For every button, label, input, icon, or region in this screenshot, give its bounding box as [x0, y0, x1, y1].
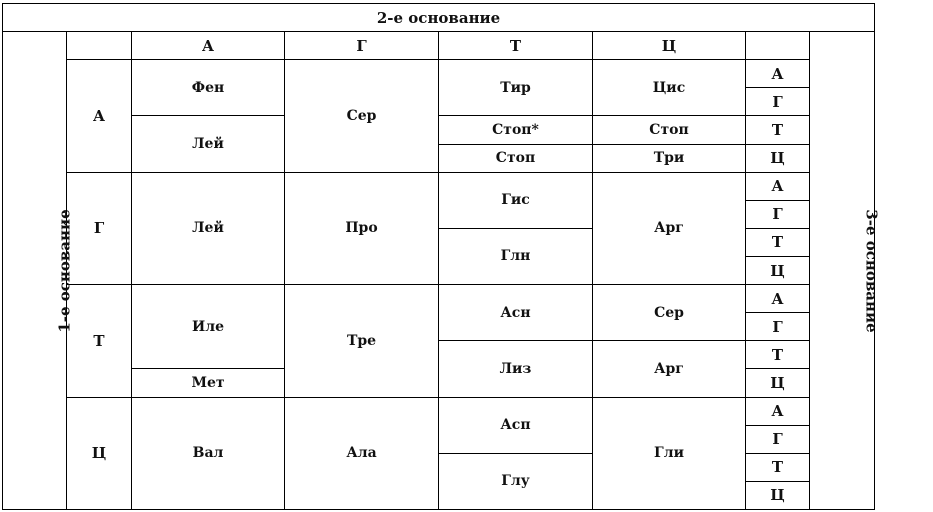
third-base-label — [810, 32, 881, 510]
amino-acid-cell: Про — [285, 172, 439, 284]
first-base-cell: Ц — [67, 397, 132, 509]
third-base-header-empty — [746, 32, 810, 60]
table-title: 2-е основание — [3, 4, 875, 32]
codon-table — [2, 3, 881, 510]
corner-cell — [67, 32, 132, 60]
third-base-cell: Г — [746, 200, 810, 228]
amino-acid-cell: Лей — [132, 116, 285, 172]
third-base-cell: Т — [746, 453, 810, 481]
amino-acid-cell: Арг — [593, 341, 746, 397]
amino-acid-cell: Асн — [439, 285, 593, 341]
amino-acid-cell: Глн — [439, 228, 593, 284]
third-base-cell: Т — [746, 341, 810, 369]
amino-acid-cell: Ала — [285, 397, 439, 509]
amino-acid-cell: Лиз — [439, 341, 593, 397]
third-base-cell: Г — [746, 313, 810, 341]
amino-acid-cell: Стоп — [439, 144, 593, 172]
third-base-cell: Ц — [746, 481, 810, 509]
third-base-cell: А — [746, 60, 810, 88]
amino-acid-cell: Лей — [132, 172, 285, 284]
third-base-cell: А — [746, 172, 810, 200]
first-base-label-text: 1-е основание — [55, 208, 74, 333]
first-base-label — [3, 32, 74, 510]
third-base-cell: Ц — [746, 369, 810, 397]
amino-acid-cell: Гис — [439, 172, 593, 228]
amino-acid-cell: Мет — [132, 369, 285, 397]
amino-acid-cell: Стоп* — [439, 116, 593, 144]
third-base-cell: Г — [746, 88, 810, 116]
third-base-cell: Ц — [746, 256, 810, 284]
third-base-label-text: 3-е основание — [862, 208, 881, 333]
amino-acid-cell: Глу — [439, 453, 593, 509]
first-base-cell: Т — [67, 285, 132, 397]
third-base-cell: Г — [746, 425, 810, 453]
amino-acid-cell: Гли — [593, 397, 746, 509]
amino-acid-cell: Иле — [132, 285, 285, 369]
third-base-cell: Т — [746, 116, 810, 144]
second-base-header: Г — [285, 32, 439, 60]
amino-acid-cell: Фен — [132, 60, 285, 116]
third-base-cell: Т — [746, 228, 810, 256]
third-base-cell: А — [746, 285, 810, 313]
second-base-header: А — [132, 32, 285, 60]
amino-acid-cell: Тир — [439, 60, 593, 116]
amino-acid-cell: Три — [593, 144, 746, 172]
amino-acid-cell: Асп — [439, 397, 593, 453]
second-base-header: Ц — [593, 32, 746, 60]
amino-acid-cell: Сер — [285, 60, 439, 172]
first-base-cell: А — [67, 60, 132, 172]
third-base-cell: А — [746, 397, 810, 425]
amino-acid-cell: Арг — [593, 172, 746, 284]
amino-acid-cell: Вал — [132, 397, 285, 509]
first-base-cell: Г — [67, 172, 132, 284]
amino-acid-cell: Стоп — [593, 116, 746, 144]
second-base-header: Т — [439, 32, 593, 60]
amino-acid-cell: Сер — [593, 285, 746, 341]
third-base-cell: Ц — [746, 144, 810, 172]
amino-acid-cell: Цис — [593, 60, 746, 116]
amino-acid-cell: Тре — [285, 285, 439, 397]
